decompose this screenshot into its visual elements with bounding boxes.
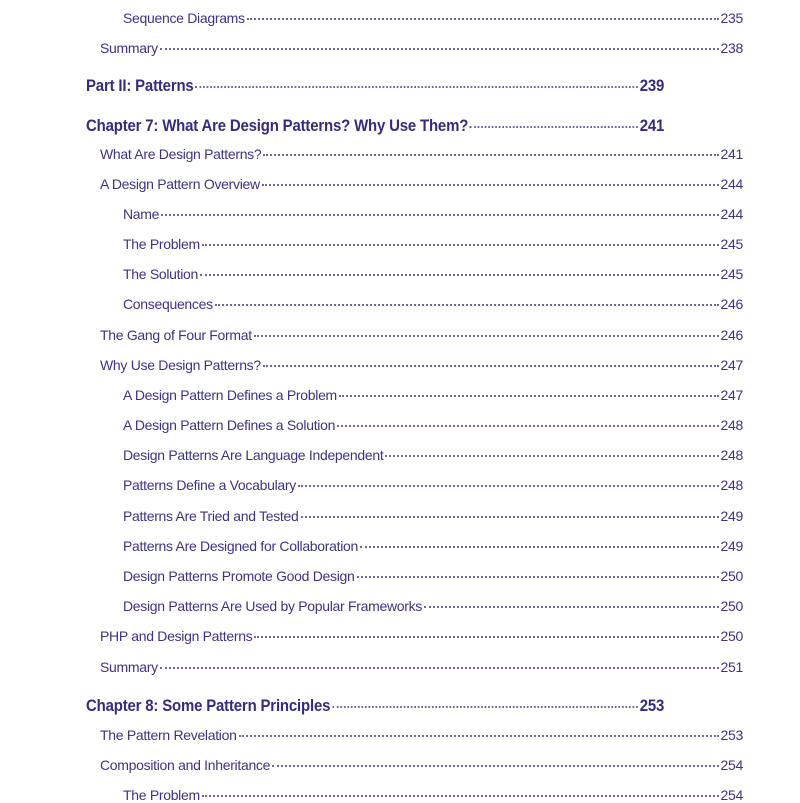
toc-entry-title: Why Use Design Patterns? xyxy=(100,357,261,373)
toc-entry-title: Design Patterns Are Used by Popular Frameworks xyxy=(123,598,422,614)
toc-entry-page: 254 xyxy=(720,787,743,803)
dot-leader xyxy=(470,126,638,128)
dot-leader xyxy=(200,274,719,276)
toc-entry-page: 251 xyxy=(720,659,743,675)
toc-entry-title: Chapter 8: Some Pattern Principles xyxy=(86,696,331,715)
dot-leader xyxy=(301,516,719,518)
toc-entry-title: Patterns Are Designed for Collaboration xyxy=(123,538,358,554)
toc-entry-title: A Design Pattern Defines a Problem xyxy=(123,387,337,403)
toc-entry[interactable] xyxy=(100,628,743,644)
toc-entry-page: 248 xyxy=(720,447,743,463)
toc-entry-page: 244 xyxy=(720,176,743,192)
toc-entry-page: 247 xyxy=(720,387,743,403)
toc-part-heading[interactable] xyxy=(86,76,664,96)
toc-entry-page: 253 xyxy=(720,727,743,743)
toc-entry-title: The Problem xyxy=(123,236,200,252)
toc-entry[interactable] xyxy=(123,417,743,433)
toc-entry-summary[interactable] xyxy=(100,40,743,56)
toc-entry-title: A Design Pattern Defines a Solution xyxy=(123,417,336,433)
toc-entry[interactable] xyxy=(123,538,743,554)
dot-leader xyxy=(160,48,719,50)
toc-entry-page: 249 xyxy=(720,508,743,524)
toc-entry-page: 241 xyxy=(720,146,743,162)
dot-leader xyxy=(254,636,718,638)
toc-entry-page: 241 xyxy=(639,116,665,135)
toc-entry[interactable] xyxy=(123,477,743,493)
toc-entry-page: 250 xyxy=(720,598,743,614)
dot-leader xyxy=(247,18,719,20)
toc-entry-title: The Pattern Revelation xyxy=(100,727,237,743)
toc-entry-page: 253 xyxy=(639,696,665,715)
toc-entry-title: Chapter 7: What Are Design Patterns? Why Use Them? xyxy=(86,116,469,135)
toc-entry[interactable] xyxy=(123,568,743,584)
toc-entry-page: 245 xyxy=(720,236,743,252)
toc-entry-title: PHP and Design Patterns xyxy=(100,628,253,644)
toc-entry-title: Summary xyxy=(100,659,158,675)
dot-leader xyxy=(254,335,719,337)
toc-entry-title: The Solution xyxy=(123,266,199,282)
toc-entry-page: 248 xyxy=(720,417,743,433)
toc-entry-title: A Design Pattern Overview xyxy=(100,176,260,192)
toc-entry-title: What Are Design Patterns? xyxy=(100,146,262,162)
dot-leader xyxy=(272,765,718,767)
toc-chapter-heading[interactable] xyxy=(86,696,664,716)
toc-entry-title: Sequence Diagrams xyxy=(123,10,245,26)
toc-entry-page: 249 xyxy=(720,538,743,554)
toc-entry-title: Patterns Define a Vocabulary xyxy=(123,477,296,493)
toc-entry-page: 248 xyxy=(720,477,743,493)
toc-entry[interactable] xyxy=(123,206,743,222)
toc-entry[interactable] xyxy=(100,659,743,675)
toc-entry-title: Consequences xyxy=(123,296,213,312)
toc-entry-title: The Problem xyxy=(123,787,200,803)
toc-entry-page: 250 xyxy=(720,568,743,584)
dot-leader xyxy=(263,365,719,367)
toc-entry-title: Composition and Inheritance xyxy=(100,757,271,773)
dot-leader xyxy=(337,425,718,427)
dot-leader xyxy=(202,244,719,246)
toc-entry-page: 246 xyxy=(720,296,743,312)
toc-entry[interactable] xyxy=(123,508,743,524)
toc-entry-title: Design Patterns Promote Good Design xyxy=(123,568,355,584)
toc-entry-title: Name xyxy=(123,206,160,222)
toc-entry-sequence-diagrams[interactable] xyxy=(123,10,743,26)
toc-entry[interactable] xyxy=(100,146,743,162)
toc-entry[interactable] xyxy=(123,598,743,614)
dot-leader xyxy=(161,214,718,216)
toc-entry[interactable] xyxy=(123,787,743,803)
toc-entry-page: 254 xyxy=(720,757,743,773)
toc-entry-page: 238 xyxy=(720,40,743,56)
toc-entry[interactable] xyxy=(100,176,743,192)
toc-entry[interactable] xyxy=(123,387,743,403)
dot-leader xyxy=(239,735,719,737)
toc-entry-page: 244 xyxy=(720,206,743,222)
toc-entry-page: 239 xyxy=(639,76,665,95)
dot-leader xyxy=(339,395,719,397)
toc-entry-title: The Gang of Four Format xyxy=(100,327,252,343)
dot-leader xyxy=(332,706,638,708)
toc-entry-page: 247 xyxy=(720,357,743,373)
dot-leader xyxy=(262,184,719,186)
toc-entry-title: Part II: Patterns xyxy=(86,76,194,95)
dot-leader xyxy=(424,606,719,608)
dot-leader xyxy=(385,455,718,457)
dot-leader xyxy=(215,304,719,306)
toc-entry[interactable] xyxy=(123,447,743,463)
toc-entry-page: 246 xyxy=(720,327,743,343)
toc-chapter-heading[interactable] xyxy=(86,116,664,136)
toc-entry-title: Patterns Are Tried and Tested xyxy=(123,508,299,524)
dot-leader xyxy=(195,86,638,88)
toc-entry-title: Summary xyxy=(100,40,158,56)
toc-entry-title: Design Patterns Are Language Independent xyxy=(123,447,384,463)
toc-entry[interactable] xyxy=(123,236,743,252)
dot-leader xyxy=(160,667,719,669)
toc-entry-page: 235 xyxy=(720,10,743,26)
dot-leader xyxy=(202,795,719,797)
toc-entry-page: 250 xyxy=(720,628,743,644)
toc-entry-page: 245 xyxy=(720,266,743,282)
dot-leader xyxy=(263,154,718,156)
toc-entry[interactable] xyxy=(100,727,743,743)
dot-leader xyxy=(357,576,719,578)
toc-entry[interactable] xyxy=(100,757,743,773)
dot-leader xyxy=(360,546,719,548)
toc-entry[interactable] xyxy=(100,357,743,373)
toc-entry[interactable] xyxy=(123,296,743,312)
toc-entry[interactable] xyxy=(100,327,743,343)
dot-leader xyxy=(298,485,719,487)
toc-entry[interactable] xyxy=(123,266,743,282)
